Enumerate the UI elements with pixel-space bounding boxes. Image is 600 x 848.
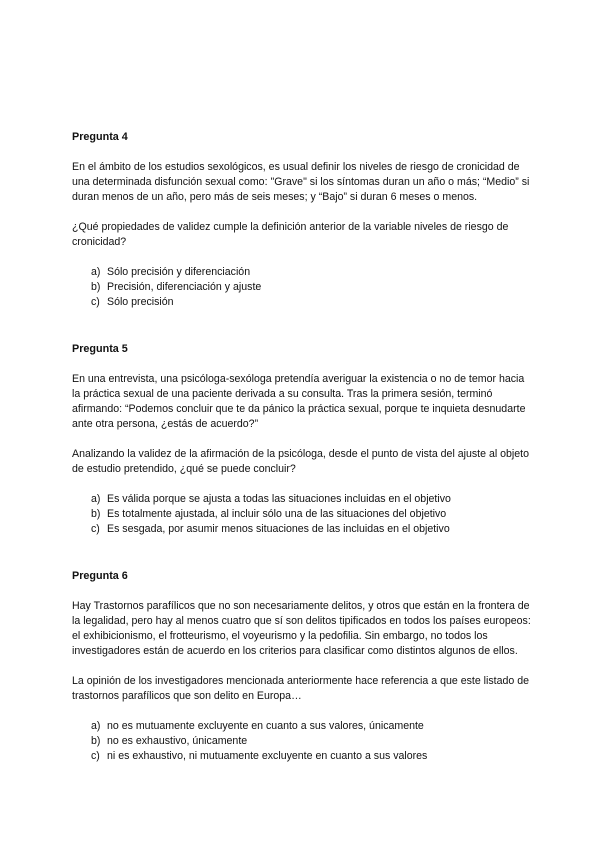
question-title: Pregunta 6 xyxy=(72,570,128,582)
question-4 xyxy=(72,130,532,310)
option-text: no es mutuamente excluyente en cuanto a sus valores, únicamente xyxy=(107,720,424,732)
answer-option-b xyxy=(91,507,532,522)
answer-option-a xyxy=(91,492,532,507)
option-letter: a) xyxy=(91,266,101,278)
answer-option-c xyxy=(91,749,532,764)
option-letter: c) xyxy=(91,523,100,535)
option-text: Sólo precisión y diferenciación xyxy=(107,266,251,278)
option-text: Es válida porque se ajusta a todas las situaciones incluidas en el objetivo xyxy=(107,493,451,505)
question-prompt: Analizando la validez de la afirmación de la psicóloga, desde el punto de vista del ajuste al objeto de estudio pretendido, ¿qué se puede concluir? xyxy=(72,448,530,475)
question-prompt: La opinión de los investigadores mencionada anteriormente hace referencia a que este listado de trastornos parafílicos que son delito en Europa… xyxy=(72,675,530,702)
answer-option-c xyxy=(91,295,532,310)
option-text: Sólo precisión xyxy=(107,296,174,308)
question-6 xyxy=(72,569,532,764)
answer-option-b xyxy=(91,280,532,295)
document-page xyxy=(72,130,532,764)
answer-option-a xyxy=(91,719,532,734)
answer-option-c xyxy=(91,522,532,537)
option-text: no es exhaustivo, únicamente xyxy=(107,735,248,747)
question-5 xyxy=(72,342,532,537)
option-text: Es totalmente ajustada, al incluir sólo una de las situaciones del objetivo xyxy=(107,508,447,520)
option-text: ni es exhaustivo, ni mutuamente excluyente en cuanto a sus valores xyxy=(107,750,428,762)
answer-options xyxy=(72,492,532,537)
option-letter: b) xyxy=(91,508,101,520)
option-letter: a) xyxy=(91,720,101,732)
question-statement: En una entrevista, una psicóloga-sexóloga pretendía averiguar la existencia o no de temor hacia la práctica sexual de una paciente derivada a su consulta. Tras la primera sesión, terminó afirmando: “Podemos concluir que te da pánico la práctica sexual, porque te inquieta desnudarte ante otra persona, ¿estás de acuerdo?” xyxy=(72,373,526,430)
question-statement: Hay Trastornos parafílicos que no son necesariamente delitos, y otros que están en la frontera de la legalidad, pero hay al menos cuatro que sí son delitos tipificados en todos los países europeos: el exhibicionismo, el frotteurismo, el voyeurismo y la pedofilia. Sin embargo, no todos los investigadores están de acuerdo en los criterios para clasificar como distintos algunos de ellos. xyxy=(72,600,531,657)
option-letter: b) xyxy=(91,281,101,293)
answer-options xyxy=(72,719,532,764)
answer-option-b xyxy=(91,734,532,749)
question-statement: En el ámbito de los estudios sexológicos, es usual definir los niveles de riesgo de cronicidad de una determinada disfunción sexual como: "Grave" si los síntomas duran un año o más; “Medio” si duran menos de un año, pero más de seis meses; y “Bajo” si duran 6 meses o menos. xyxy=(72,161,530,203)
option-letter: c) xyxy=(91,750,100,762)
answer-option-a xyxy=(91,265,532,280)
question-prompt: ¿Qué propiedades de validez cumple la definición anterior de la variable niveles de riesgo de cronicidad? xyxy=(72,221,509,248)
question-title: Pregunta 4 xyxy=(72,131,128,143)
option-letter: a) xyxy=(91,493,101,505)
answer-options xyxy=(72,265,532,310)
option-text: Es sesgada, por asumir menos situaciones de las incluidas en el objetivo xyxy=(107,523,450,535)
option-text: Precisión, diferenciación y ajuste xyxy=(107,281,262,293)
option-letter: c) xyxy=(91,296,100,308)
question-title: Pregunta 5 xyxy=(72,343,128,355)
option-letter: b) xyxy=(91,735,101,747)
